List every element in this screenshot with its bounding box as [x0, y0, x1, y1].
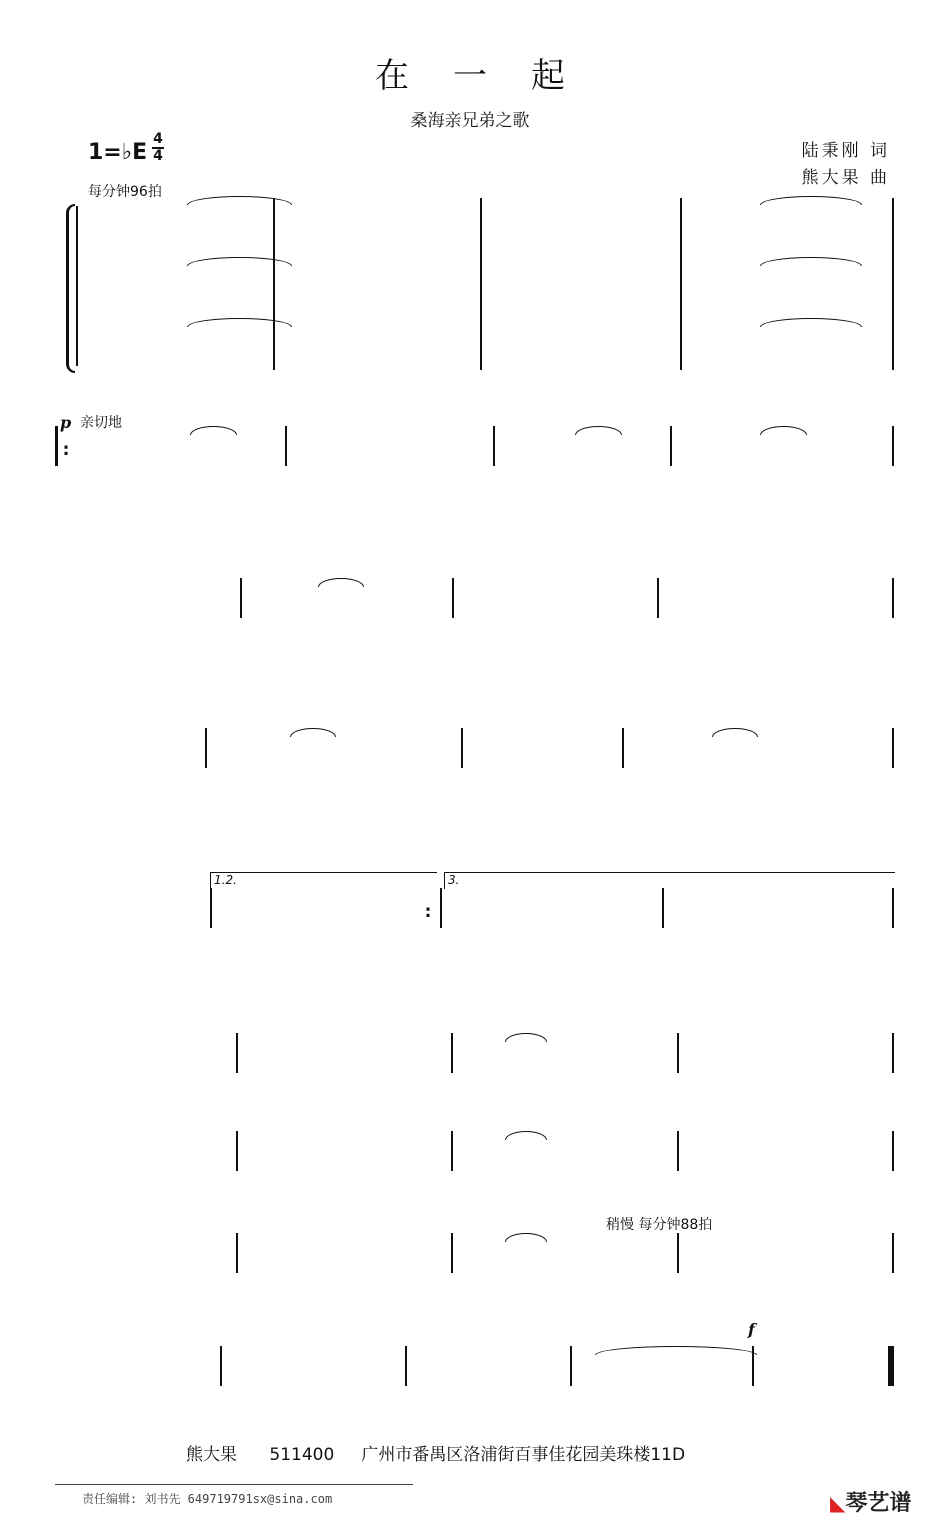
tie-slur [760, 257, 862, 266]
logo-text: 琴艺谱 [845, 1491, 912, 1516]
tie-slur [187, 318, 292, 327]
barline [657, 578, 659, 618]
barline [285, 426, 287, 466]
tie-slur [575, 426, 622, 435]
tempo-marking: 每分钟96拍 [88, 184, 162, 200]
barline [892, 1131, 894, 1171]
barline [480, 198, 482, 370]
tie-slur [190, 426, 237, 435]
dynamic-p: p [60, 413, 72, 432]
key-signature: 1=♭E [88, 140, 148, 165]
repeat-dots: : [62, 440, 70, 460]
volta-label-1-2: 1.2. [214, 873, 237, 887]
barline [622, 728, 624, 768]
footer-divider [55, 1484, 413, 1485]
barline [451, 1131, 453, 1171]
time-top: 4 [153, 131, 163, 147]
tie-slur [187, 257, 292, 266]
barline [493, 426, 495, 466]
barline [892, 1033, 894, 1073]
dynamic-f: f [748, 1320, 755, 1339]
barline [273, 198, 275, 370]
barline [240, 578, 242, 618]
tie-slur [505, 1033, 547, 1042]
staff-brace [66, 204, 75, 373]
barline [677, 1033, 679, 1073]
site-logo[interactable] [830, 1486, 911, 1517]
tie-slur [712, 728, 758, 737]
time-signature [152, 133, 164, 163]
barline [205, 728, 207, 768]
barline [670, 426, 672, 466]
barline [892, 1346, 894, 1386]
barline [220, 1346, 222, 1386]
final-barline [888, 1346, 892, 1386]
barline [892, 426, 894, 466]
tie-slur [318, 578, 364, 587]
barline [570, 1346, 572, 1386]
page-title: 在一起 [375, 56, 609, 96]
barline [405, 1346, 407, 1386]
repeat-end-dots: : [424, 902, 432, 922]
tie-slur [760, 318, 862, 327]
tie-slur [187, 196, 292, 205]
footer-editor: 责任编辑: 刘书先 649719791sx@sina.com [82, 1492, 333, 1506]
barline [236, 1033, 238, 1073]
tie-slur [760, 196, 862, 205]
staff-bracket-line [76, 206, 78, 366]
expression-mark: 亲切地 [80, 415, 122, 431]
barline [680, 198, 682, 370]
barline [892, 1233, 894, 1273]
barline [892, 578, 894, 618]
volta-bracket-3 [444, 872, 895, 889]
tie-slur [595, 1346, 757, 1355]
barline [892, 728, 894, 768]
barline [451, 1233, 453, 1273]
barline [662, 888, 664, 928]
footer-address: 熊大果 511400 广州市番禺区洛浦街百事佳花园美珠楼11D [186, 1445, 686, 1465]
barline [892, 198, 894, 370]
volta-bracket-1-2 [210, 872, 437, 889]
barline [892, 888, 894, 928]
barline [210, 888, 212, 928]
logo-icon: ◣ [830, 1491, 846, 1515]
barline [440, 888, 442, 928]
barline [236, 1233, 238, 1273]
barline [461, 728, 463, 768]
tie-slur [760, 426, 807, 435]
subtitle: 桑海亲兄弟之歌 [410, 111, 530, 131]
composer: 熊大果 曲 [801, 168, 890, 188]
barline [677, 1233, 679, 1273]
time-bottom: 4 [153, 148, 163, 164]
tie-slur [505, 1131, 547, 1140]
barline [677, 1131, 679, 1171]
barline [451, 1033, 453, 1073]
lyricist: 陆秉刚 词 [801, 141, 890, 161]
volta-label-3: 3. [448, 873, 460, 887]
barline [452, 578, 454, 618]
tie-slur [290, 728, 336, 737]
barline [236, 1131, 238, 1171]
tempo-change: 稍慢 每分钟88拍 [606, 1217, 713, 1233]
tie-slur [505, 1233, 547, 1242]
